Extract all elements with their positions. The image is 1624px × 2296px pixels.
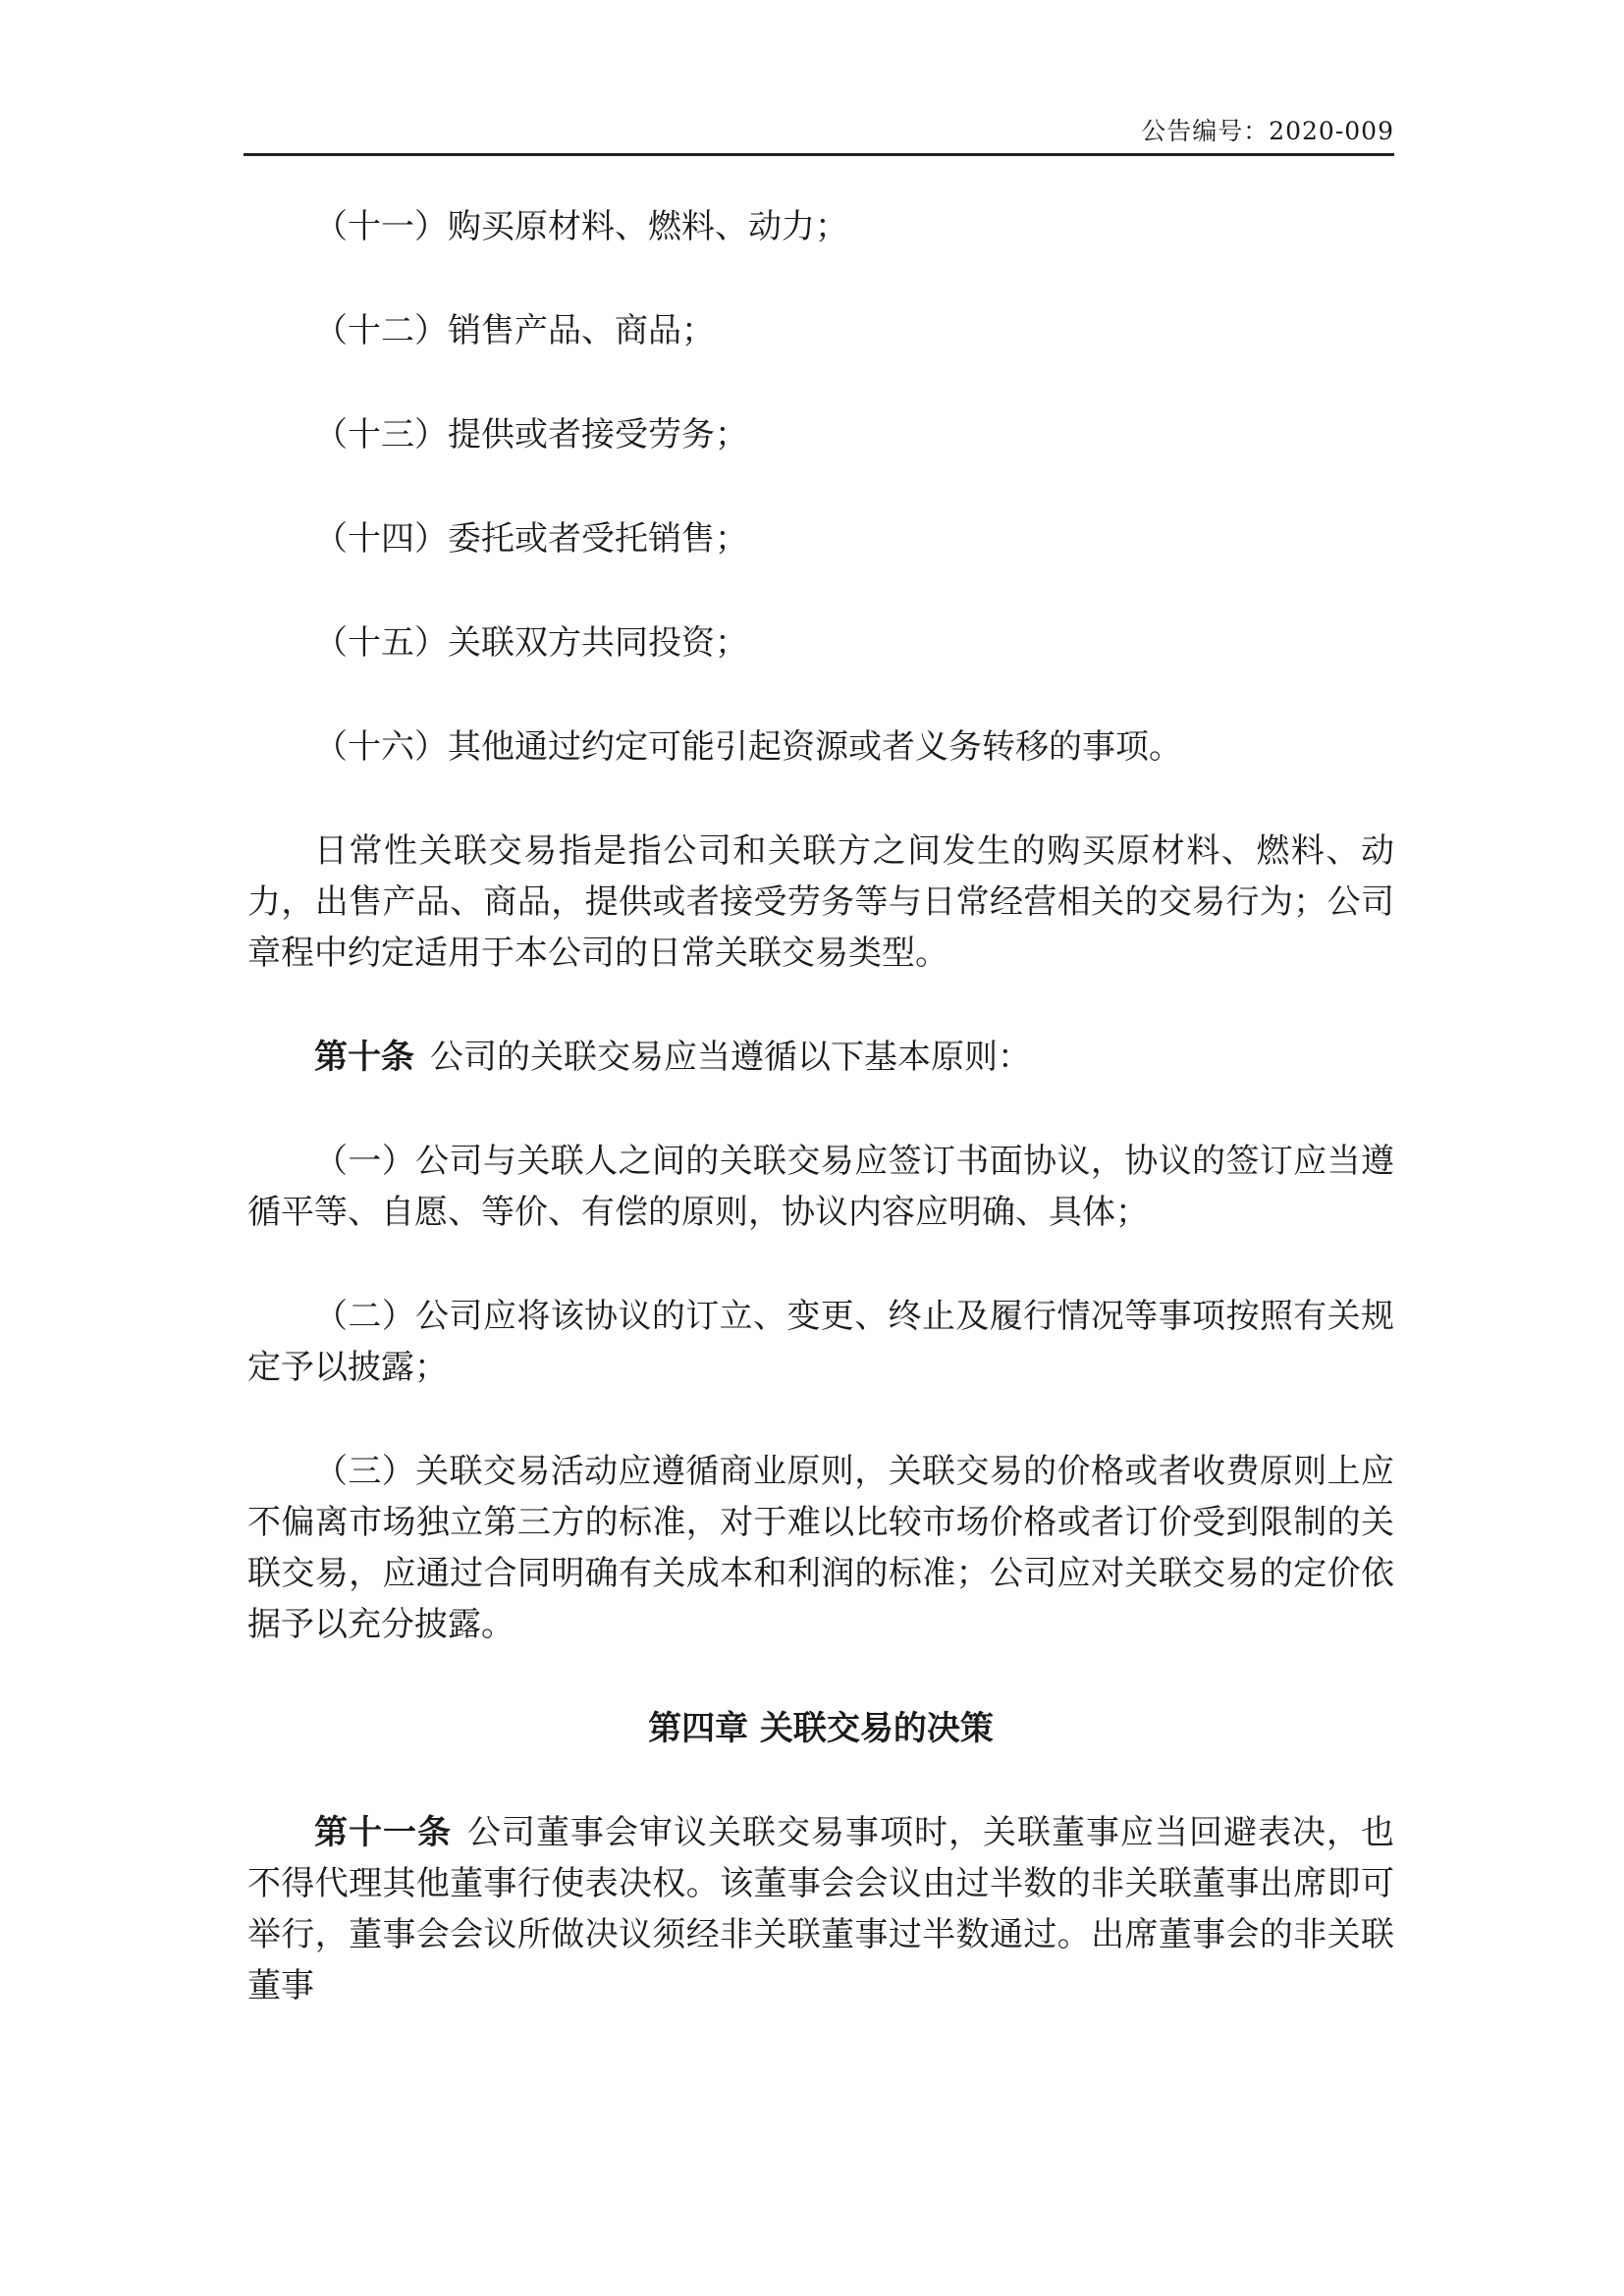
article-11-title: 第十一条 [314, 1813, 452, 1852]
article-10-title: 第十条 [314, 1038, 414, 1077]
list-item: （十一）购买原材料、燃料、动力； [314, 207, 848, 246]
article-10-clause-2: （二）公司应将该协议的订立、变更、终止及履行情况等事项按照有关规定予以披露； [247, 1297, 1394, 1387]
chapter-4-title: 第四章 关联交易的决策 [648, 1709, 994, 1748]
page-header [244, 116, 1394, 156]
list-item: （十五）关联双方共同投资； [314, 623, 748, 663]
announcement-number: 公告编号：2020-009 [1141, 117, 1394, 145]
list-item: （十三）提供或者接受劳务； [314, 415, 748, 454]
article-11-text: 公司董事会审议关联交易事项时，关联董事应当回避表决，也不得代理其他董事行使表决权。该董事会会议由过半数的非关联董事出席即可举行，董事会会议所做决议须经非关联董事过半数通过。出席董事会的非关联董事 [247, 1813, 1394, 2005]
list-item: （十六）其他通过约定可能引起资源或者义务转移的事项。 [314, 727, 1182, 767]
list-item: （十二）销售产品、商品； [314, 311, 715, 350]
article-10-clause-1: （一）公司与关联人之间的关联交易应签订书面协议，协议的签订应当遵循平等、自愿、等价、有偿的原则，协议内容应明确、具体； [247, 1142, 1394, 1232]
article-10 [247, 1032, 1394, 1083]
document-body [247, 201, 1394, 2011]
article-10-clause-3: （三）关联交易活动应遵循商业原则，关联交易的价格或者收费原则上应不偏离市场独立第三方的标准，对于难以比较市场价格或者订价受到限制的关联交易，应通过合同明确有关成本和利润的标准；公司应对关联交易的定价依据予以充分披露。 [247, 1452, 1394, 1644]
article-11 [247, 1807, 1394, 2011]
list-item: （十四）委托或者受托销售； [314, 519, 748, 559]
daily-transaction-definition: 日常性关联交易指是指公司和关联方之间发生的购买原材料、燃料、动力，出售产品、商品，提供或者接受劳务等与日常经营相关的交易行为；公司章程中约定适用于本公司的日常关联交易类型。 [247, 831, 1394, 973]
article-10-text: 公司的关联交易应当遵循以下基本原则： [430, 1038, 1031, 1077]
